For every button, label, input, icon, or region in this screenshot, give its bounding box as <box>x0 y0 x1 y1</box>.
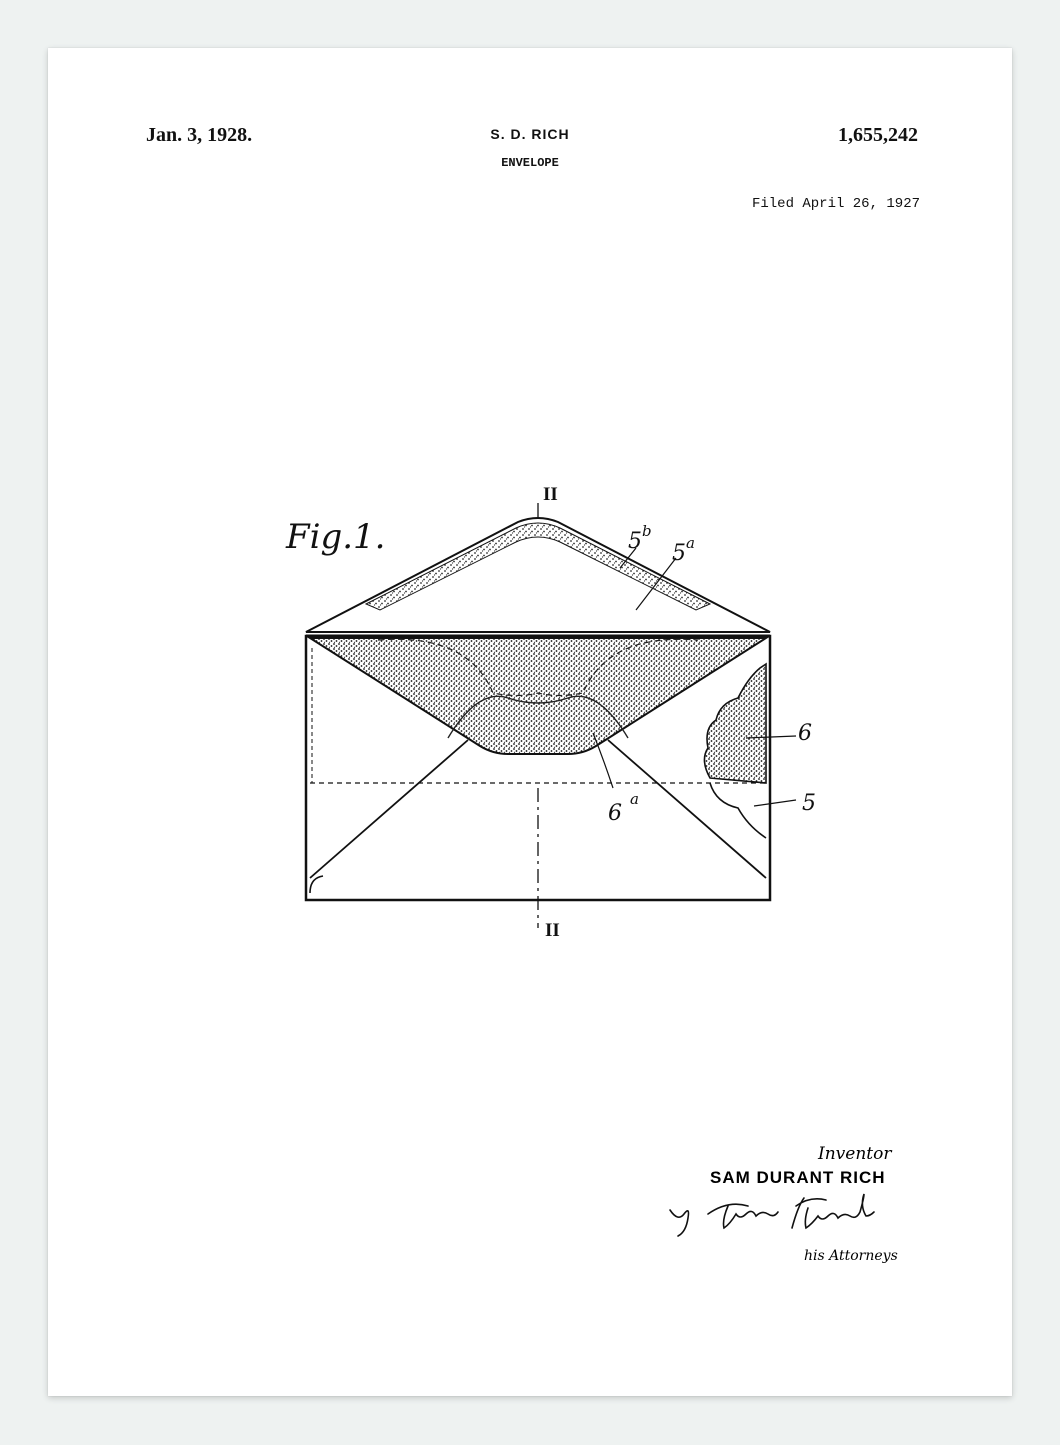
ref-5b-sup: b <box>642 522 652 540</box>
inventor-full-name: SAM DURANT RICH <box>710 1168 886 1187</box>
figure-label: Fig.1. <box>286 517 386 557</box>
ref-5b: 5 <box>628 529 642 554</box>
inventor-short-name: S. D. RICH <box>490 126 570 142</box>
inventor-label: Inventor <box>818 1144 892 1164</box>
envelope-drawing <box>48 48 1012 1396</box>
patent-number: 1,655,242 <box>838 124 918 146</box>
patent-date: Jan. 3, 1928. <box>146 124 253 146</box>
section-mark-bottom: II <box>545 920 560 941</box>
attorney-signature <box>670 1194 874 1236</box>
section-mark-top: II <box>543 484 558 505</box>
filed-date: Filed April 26, 1927 <box>751 196 920 212</box>
ref-6a: 6 <box>608 801 622 826</box>
ref-5a-sup: a <box>686 534 695 552</box>
ref-5: 5 <box>802 791 816 816</box>
ref-5a: 5 <box>672 541 686 566</box>
ref-6a-sup: a <box>630 790 639 808</box>
ref-6: 6 <box>798 721 812 746</box>
patent-subject: ENVELOPE <box>501 156 559 170</box>
attorneys-label: his Attorneys <box>804 1248 898 1264</box>
patent-sheet <box>48 48 1012 1396</box>
